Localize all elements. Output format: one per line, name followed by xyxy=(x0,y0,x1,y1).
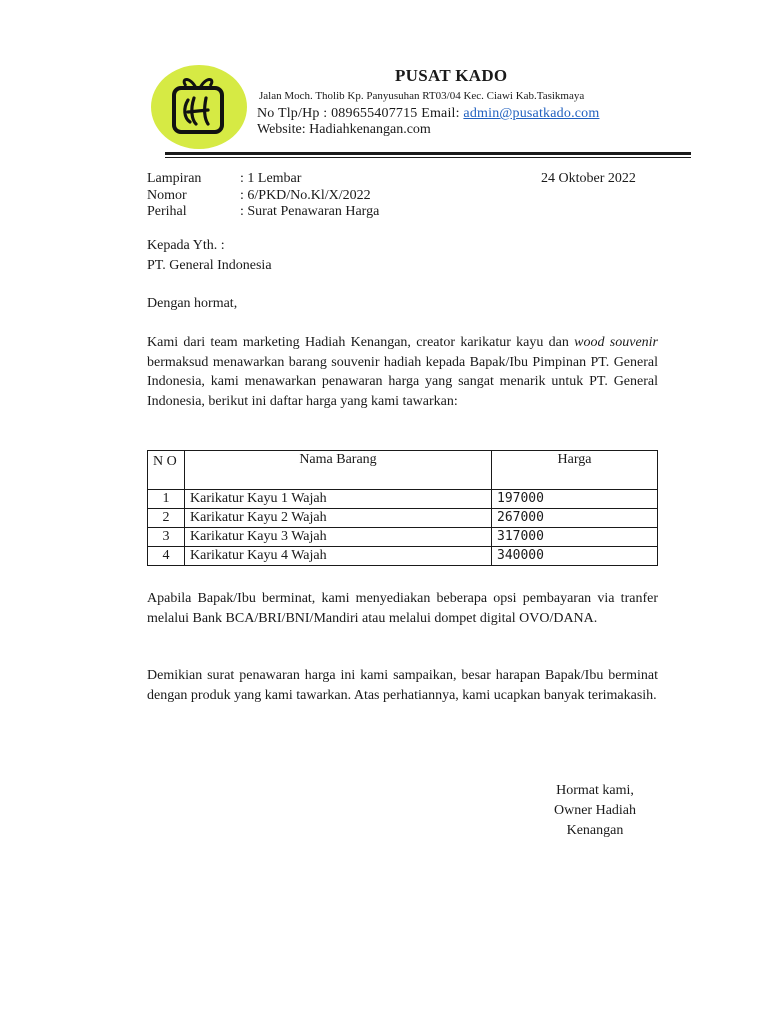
header-no: N O xyxy=(148,451,185,490)
signature-line-2: Owner Hadiah xyxy=(553,803,637,818)
meta-label: Nomor xyxy=(147,188,187,203)
cell-name: Karikatur Kayu 3 Wajah xyxy=(185,528,492,547)
cell-no: 1 xyxy=(148,490,185,509)
table-row xyxy=(148,490,658,509)
header-price: Harga xyxy=(492,451,658,490)
closing-paragraph: Demikian surat penawaran harga ini kami sampaikan, besar harapan Bapak/Ibu berminat dengan produk yang kami tawarkan. Atas perhatiannya, kami ucapkan banyak terimakasih. xyxy=(147,668,658,703)
table-row xyxy=(148,528,658,547)
cell-price: 267000 xyxy=(492,509,658,528)
header-name: Nama Barang xyxy=(185,451,492,490)
meta-label: Lampiran xyxy=(147,171,202,186)
cell-no: 2 xyxy=(148,509,185,528)
cell-name: Karikatur Kayu 2 Wajah xyxy=(185,509,492,528)
phone-text: No Tlp/Hp : 089655407715 Email: xyxy=(257,106,464,121)
letterhead-title: PUSAT KADO xyxy=(395,66,508,85)
signature-line-1: Hormat kami, xyxy=(556,783,634,798)
letterhead-website: Website: Hadiahkenangan.com xyxy=(257,122,431,137)
recipient-salutation: Kepada Yth. : xyxy=(147,238,225,253)
cell-name: Karikatur Kayu 1 Wajah xyxy=(185,490,492,509)
cell-price: 197000 xyxy=(492,490,658,509)
letter-date: 24 Oktober 2022 xyxy=(541,171,636,186)
cell-price: 340000 xyxy=(492,547,658,566)
signature-block xyxy=(530,781,660,841)
letterhead-contact xyxy=(257,106,599,122)
table-row xyxy=(148,547,658,566)
table-row xyxy=(148,509,658,528)
recipient-company: PT. General Indonesia xyxy=(147,258,272,273)
price-table xyxy=(147,450,658,566)
signature-line-3: Kenangan xyxy=(566,823,624,838)
intro-text-continued: bermaksud menawarkan barang souvenir hadiah kepada Bapak/Ibu Pimpinan PT. General Indonesia, kami menawarkan penawaran harga yang sangat menarik untuk PT. General Indonesia, berikut ini daftar harga yang kami tawarkan: xyxy=(147,354,658,409)
letterhead-divider-thin xyxy=(165,157,691,158)
letterhead-divider-thick xyxy=(165,152,691,155)
meta-value: : 6/PKD/No.Kl/X/2022 xyxy=(240,188,371,203)
table-header-row xyxy=(148,451,658,490)
cell-name: Karikatur Kayu 4 Wajah xyxy=(185,547,492,566)
cell-no: 4 xyxy=(148,547,185,566)
meta-label: Perihal xyxy=(147,204,187,219)
greeting: Dengan hormat, xyxy=(147,296,238,311)
letterhead-address: Jalan Moch. Tholib Kp. Panyusuhan RT03/04 Kec. Ciawi Kab.Tasikmaya xyxy=(259,90,585,102)
email-link[interactable]: admin@pusatkado.com xyxy=(463,106,600,121)
intro-paragraph xyxy=(147,333,658,411)
meta-value: : Surat Penawaran Harga xyxy=(240,204,380,219)
intro-italic-text: wood souvenir xyxy=(574,335,658,350)
intro-text: Kami dari team marketing Hadiah Kenangan, creator karikatur kayu dan xyxy=(147,335,575,350)
payment-paragraph: Apabila Bapak/Ibu berminat, kami menyediakan beberapa opsi pembayaran via tranfer melalui Bank BCA/BRI/BNI/Mandiri atau melalui dompet digital OVO/DANA. xyxy=(147,591,658,626)
cell-no: 3 xyxy=(148,528,185,547)
meta-value: : 1 Lembar xyxy=(240,171,302,186)
cell-price: 317000 xyxy=(492,528,658,547)
pusat-kado-logo xyxy=(150,64,248,150)
